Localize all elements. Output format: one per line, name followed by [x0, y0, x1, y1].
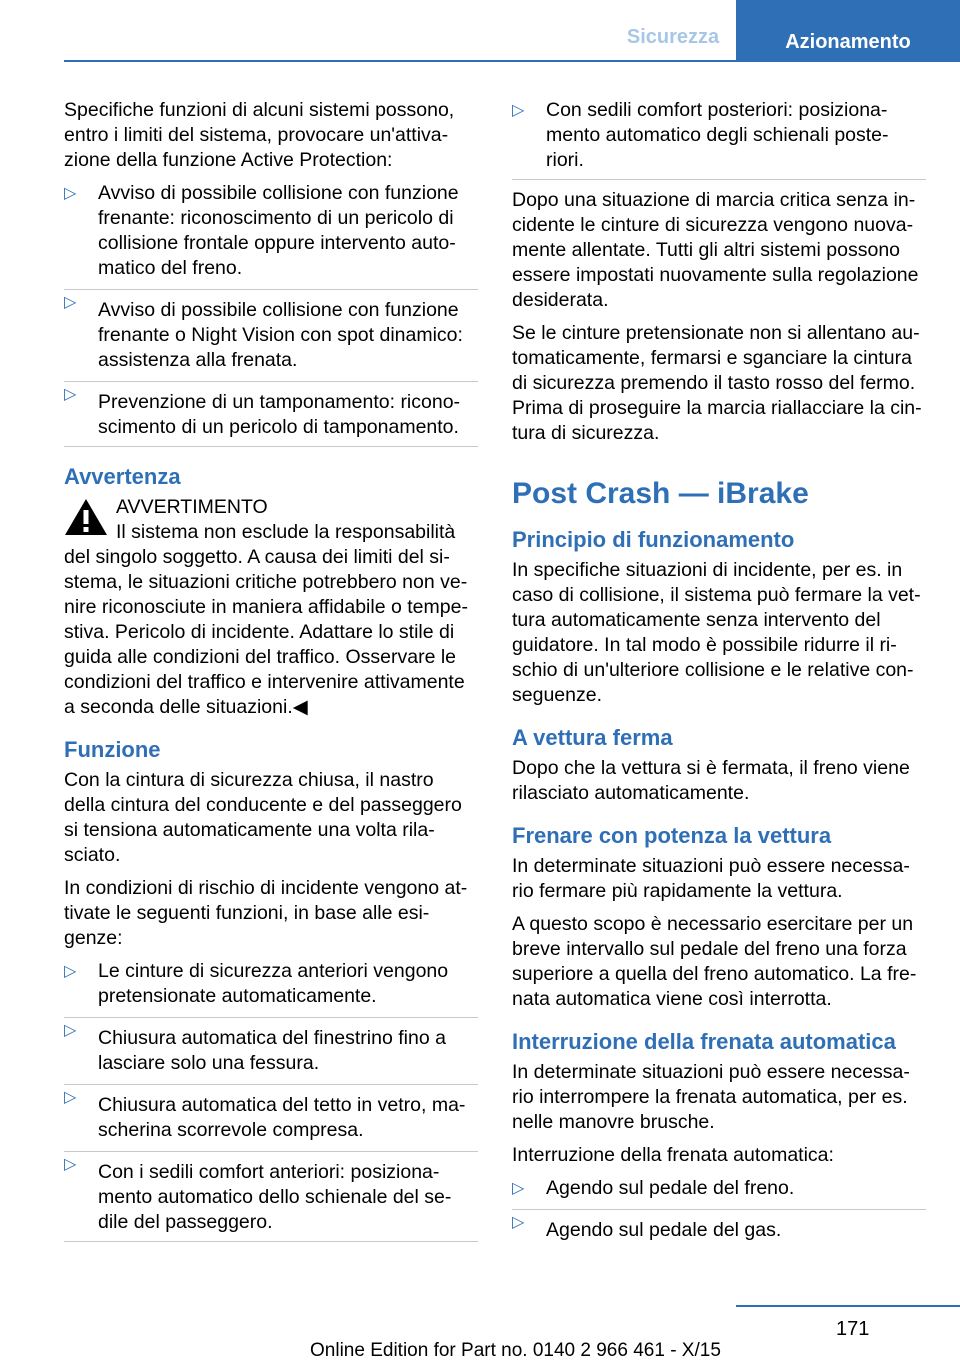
triangle-right-icon: ▷	[64, 1022, 77, 1039]
frenare-paragraph-1: In determinate situazioni può essere necessa-rio fermare più rapidamente la vettura.	[512, 855, 910, 902]
left-column	[64, 98, 478, 1250]
interruzione-list	[512, 1176, 926, 1243]
warning-text-first: Il sistema non esclude la responsabilità	[116, 521, 456, 543]
triangle-right-icon: ▷	[512, 102, 525, 119]
ferma-paragraph: Dopo che la vettura si è fermata, il freno viene rilasciato automaticamente.	[512, 757, 910, 804]
warning-text: del singolo soggetto. A causa dei limiti del si-stema, le situazioni critiche potrebbero non ve-nire riconosciute in maniera affidabile o tempe-stiva. Pericolo di incidente. Adattare lo stile di guida alle condizioni del traffico. Osservare le condizioni del traffico e intervenire attivamente a seconda delle situazioni.◀	[64, 546, 468, 718]
list-item: ▷ Con i sedili comfort anteriori: posiziona-mento automatico dello schienale del se-dile del passeggero.	[64, 1151, 478, 1235]
belt-release-paragraph: Se le cinture pretensionate non si allentano au-tomaticamente, fermarsi e sganciare la cintura di sicurezza premendo il tasto rosso del fermo. Prima di proseguire la marcia riallacciare la cin-tura di sicurezza.	[512, 322, 922, 444]
triangle-right-icon: ▷	[64, 294, 77, 311]
warning-title: AVVERTIMENTO	[116, 496, 268, 518]
heading-vettura-ferma: A vettura ferma	[512, 725, 673, 750]
interruzione-paragraph-2: Interruzione della frenata automatica:	[512, 1144, 834, 1166]
edition-footer: Online Edition for Part no. 0140 2 966 461 - X/15	[310, 1340, 721, 1361]
footer-rule	[736, 1305, 960, 1307]
funzione-paragraph-2: In condizioni di rischio di incidente vengono at-tivate le seguenti funzioni, in base alle esi-genze:	[64, 877, 468, 949]
list-item: ▷ Chiusura automatica del tetto in vetro, ma-scherina scorrevole compresa.	[64, 1084, 478, 1143]
list-item: ▷ Con sedili comfort posteriori: posiziona-mento automatico degli schienali poste-riori.	[512, 99, 889, 171]
post-critical-paragraph: Dopo una situazione di marcia critica senza in-cidente le cinture di sicurezza vengono nuova-mente allentate. Tutti gli altri sistemi possono essere impostati nuovamente sulla regolazione desiderata.	[512, 189, 919, 311]
list-item: ▷ Agendo sul pedale del freno.	[512, 1177, 795, 1199]
rear-seats-list	[512, 98, 926, 180]
triangle-right-icon: ▷	[64, 1156, 77, 1173]
heading-principio: Principio di funzionamento	[512, 527, 795, 552]
warning-block	[64, 495, 478, 720]
list-item: ▷ Agendo sul pedale del gas.	[512, 1209, 926, 1243]
funzione-paragraph-1: Con la cintura di sicurezza chiusa, il nastro della cintura del conducente e del passeggero si tensiona automaticamente una volta rila-sciato.	[64, 769, 462, 866]
triangle-right-icon: ▷	[64, 185, 77, 202]
heading-funzione: Funzione	[64, 737, 161, 762]
triangle-right-icon: ▷	[512, 1180, 525, 1197]
triangle-right-icon: ▷	[64, 963, 77, 980]
list-item: ▷ Avviso di possibile collisione con funzione frenante o Night Vision con spot dinamico: assistenza alla frenata.	[64, 289, 478, 373]
right-column	[512, 98, 926, 1251]
list-item: ▷ Prevenzione di un tamponamento: ricono-scimento di un pericolo di tamponamento.	[64, 381, 478, 440]
page-header	[0, 0, 960, 64]
heading-avvertenza: Avvertenza	[64, 464, 181, 489]
page-number: 171	[836, 1318, 870, 1340]
heading-post-crash: Post Crash — iBrake	[512, 477, 809, 510]
list-item: ▷ Avviso di possibile collisione con funzione frenante: riconoscimento di un pericolo di collisione frontale oppure intervento auto-matico del freno.	[64, 182, 459, 279]
triangle-right-icon: ▷	[64, 386, 77, 403]
warning-triangle-icon	[64, 497, 108, 537]
section-tab-sicurezza: Sicurezza	[626, 26, 720, 48]
interruzione-paragraph-1: In determinate situazioni può essere necessa-rio interrompere la frenata automatica, per es. nelle manovre brusche.	[512, 1061, 910, 1133]
list-item: ▷ Chiusura automatica del finestrino fino a lasciare solo una fessura.	[64, 1017, 478, 1076]
heading-interruzione: Interruzione della frenata automatica	[512, 1029, 896, 1054]
header-rule	[64, 60, 736, 62]
section-tab-azionamento: Azionamento	[736, 0, 960, 62]
triangle-right-icon: ▷	[512, 1214, 525, 1231]
intro-paragraph: Specifiche funzioni di alcuni sistemi possono, entro i limiti del sistema, provocare un'attiva-zione della funzione Active Protection:	[64, 99, 455, 171]
triangle-right-icon: ▷	[64, 1089, 77, 1106]
principio-paragraph: In specifiche situazioni di incidente, per es. in caso di collisione, il sistema può fermare la vet-tura automaticamente senza intervento del guidatore. In tal modo è possibile ridurre il ri-schio di un'ulteriore collisione e le relative con-seguenze.	[512, 559, 921, 706]
list-item: ▷ Le cinture di sicurezza anteriori vengono pretensionate automaticamente.	[64, 960, 449, 1007]
heading-frenare: Frenare con potenza la vettura	[512, 823, 832, 848]
funzione-list	[64, 959, 478, 1242]
active-protection-list	[64, 181, 478, 447]
frenare-paragraph-2: A questo scopo è necessario esercitare per un breve intervallo sul pedale del freno una forza superiore a quella del freno automatico. La fre-nata automatica viene così interrotta.	[512, 913, 917, 1010]
